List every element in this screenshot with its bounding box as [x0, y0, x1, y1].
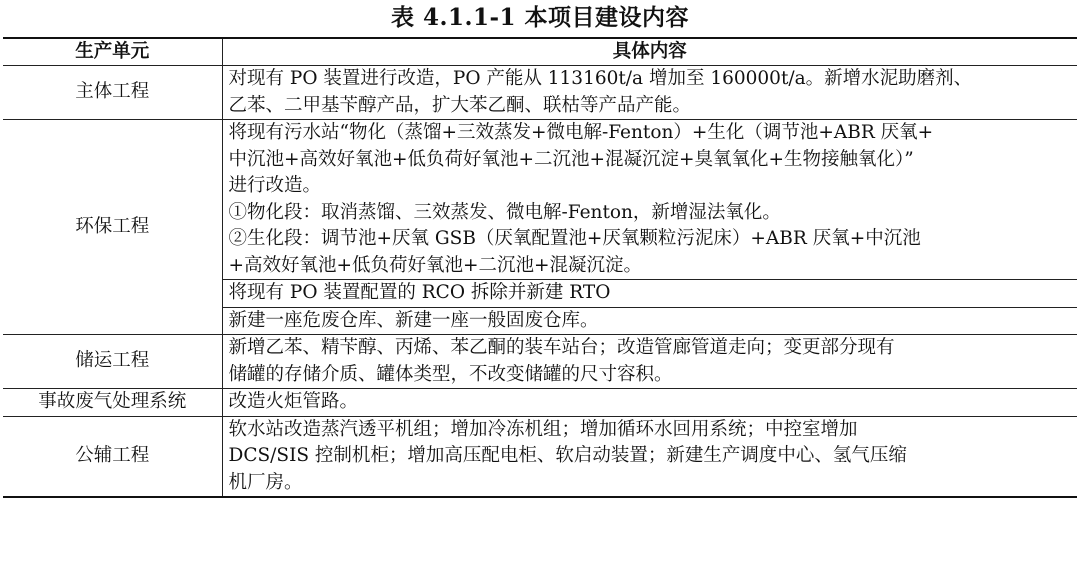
- content-cell: [222, 335, 1077, 389]
- table-body: [3, 66, 1077, 498]
- table-row: [3, 66, 1077, 120]
- content-line: 进行改造。: [228, 175, 322, 196]
- content-cell: [222, 66, 1077, 120]
- table-row: [3, 335, 1077, 389]
- production-unit-cell: 储运工程: [3, 335, 222, 389]
- content-line: 将现有 PO 装置配置的 RCO 拆除并新建 RTO: [228, 282, 611, 303]
- content-line: 储罐的存储介质、罐体类型，不改变储罐的尺寸容积。: [228, 363, 673, 385]
- production-unit-cell: 公辅工程: [3, 416, 222, 497]
- content-cell: [222, 120, 1077, 280]
- content-cell: [222, 416, 1077, 497]
- construction-content-table: [3, 37, 1077, 498]
- content-cell: [222, 280, 1077, 308]
- content-line: +高效好氧池+低负荷好氧池+二沉池+混凝沉淀。: [228, 254, 643, 276]
- production-unit-cell: 主体工程: [3, 66, 222, 120]
- header-specific-content: 具体内容: [222, 38, 1077, 66]
- content-line: 对现有 PO 装置进行改造，PO 产能从 113160t/a 增加至 160000t/a。新增水泥助磨剂、: [228, 68, 973, 89]
- content-line: 机厂房。: [228, 471, 303, 493]
- content-line: 中沉池+高效好氧池+低负荷好氧池+二沉池+混凝沉淀+臭氧氧化+生物接触氧化）”: [228, 148, 914, 170]
- table-caption: 表 4.1.1-1 本项目建设内容: [390, 4, 690, 31]
- production-unit-cell: 事故废气处理系统: [3, 389, 222, 417]
- content-line: 将现有污水站“物化（蒸馏+三效蒸发+微电解-Fenton）+生化（调节池+ABR 厌氧+: [228, 122, 934, 143]
- content-line: 新增乙苯、精苄醇、丙烯、苯乙酮的装车站台；改造管廊管道走向；变更部分现有: [228, 337, 895, 358]
- content-line: DCS/SIS 控制机柜；增加高压配电柜、软启动装置；新建生产调度中心、氢气压缩: [228, 445, 907, 466]
- table-row: [3, 389, 1077, 417]
- production-unit-cell: 环保工程: [3, 120, 222, 335]
- content-line: 软水站改造蒸汽透平机组；增加冷冻机组；增加循环水回用系统；中控室增加: [228, 418, 858, 440]
- table-row: [3, 120, 1077, 280]
- content-line: 新建一座危废仓库、新建一座一般固废仓库。: [228, 309, 599, 331]
- table-header-row: [3, 38, 1077, 66]
- header-production-unit: 生产单元: [3, 38, 222, 66]
- content-line: 乙苯、二甲基苄醇产品，扩大苯乙酮、联枯等产品产能。: [228, 94, 692, 116]
- content-line: 改造火炬管路。: [228, 391, 359, 412]
- content-cell: [222, 389, 1077, 417]
- content-line: ①物化段：取消蒸馏、三效蒸发、微电解-Fenton，新增湿法氧化。: [228, 201, 781, 223]
- table-row: [3, 416, 1077, 497]
- content-line: ②生化段：调节池+厌氧 GSB（厌氧配置池+厌氧颗粒污泥床）+ABR 厌氧+中沉池: [228, 228, 921, 249]
- content-cell: [222, 307, 1077, 335]
